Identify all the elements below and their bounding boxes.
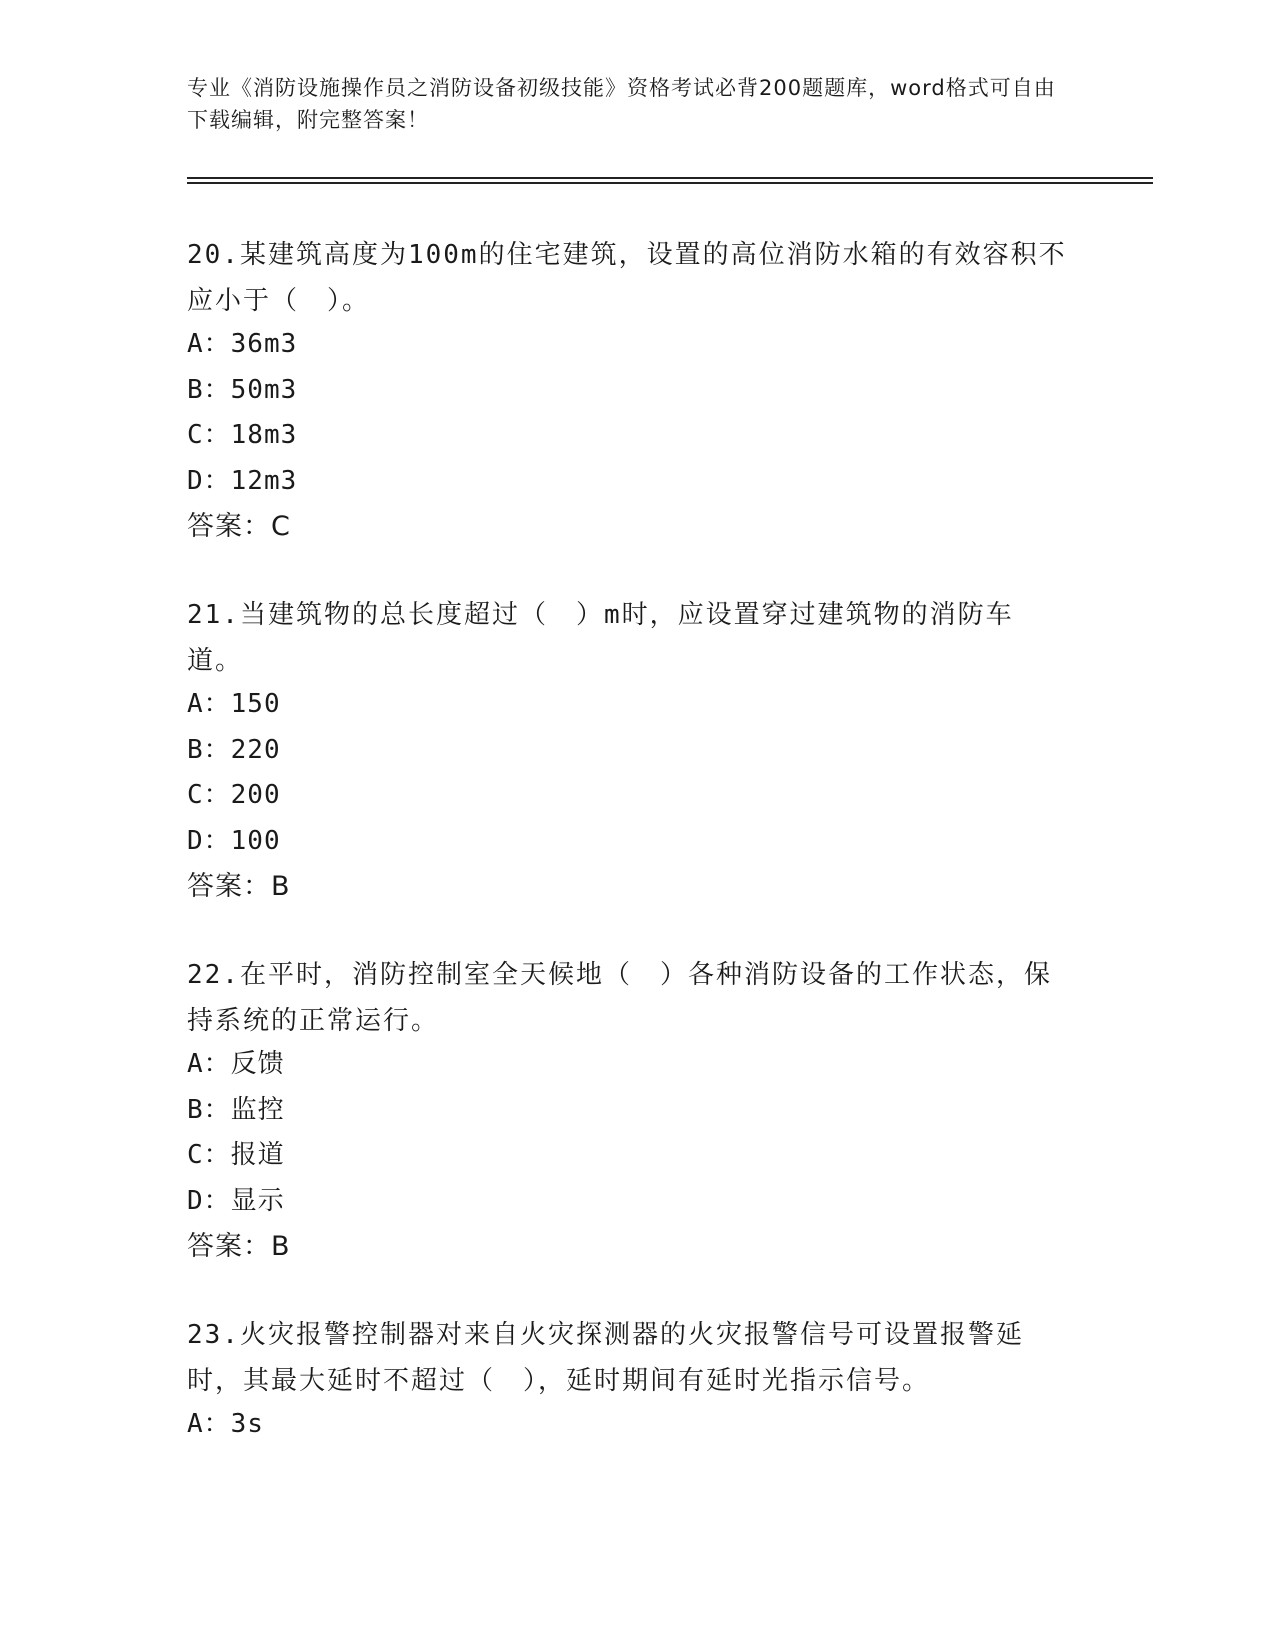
option-c: C：报道 [187,1140,285,1170]
answer-line: 答案：B [187,871,291,902]
option-b: B：监控 [187,1094,285,1125]
question-21 [187,592,1067,910]
option-a: A：反馈 [187,1049,285,1079]
answer-line: 答案：C [187,511,291,542]
option-d: D：100 [187,825,281,856]
header-divider-bottom [187,182,1153,184]
header-divider-top [187,177,1153,179]
option-a: A：150 [187,689,281,719]
answer-line: 答案：B [187,1231,291,1262]
option-c: C：18m3 [187,420,298,450]
option-d: D：12m3 [187,465,298,496]
question-20 [187,232,1067,550]
document-header: 专业《消防设施操作员之消防设备初级技能》资格考试必背200题题库，word格式可自由下载编辑，附完整答案！ [187,76,1056,132]
option-b: B：50m3 [187,374,298,405]
option-b: B：220 [187,734,281,765]
question-23 [187,1312,1067,1448]
question-stem: 23.火灾报警控制器对来自火灾探测器的火灾报警信号可设置报警延时，其最大延时不超过（ ），延时期间有延时光指示信号。 [187,1320,1024,1396]
option-c: C：200 [187,780,281,810]
question-stem: 22.在平时，消防控制室全天候地（ ）各种消防设备的工作状态，保持系统的正常运行。 [187,960,1052,1036]
question-stem: 21.当建筑物的总长度超过（ ）m时，应设置穿过建筑物的消防车道。 [187,600,1014,676]
question-stem: 20.某建筑高度为100m的住宅建筑，设置的高位消防水箱的有效容积不应小于（ ）。 [187,240,1067,316]
option-d: D：显示 [187,1185,285,1216]
question-22 [187,952,1067,1270]
option-a: A：36m3 [187,329,298,359]
option-a: A：3s [187,1409,264,1439]
